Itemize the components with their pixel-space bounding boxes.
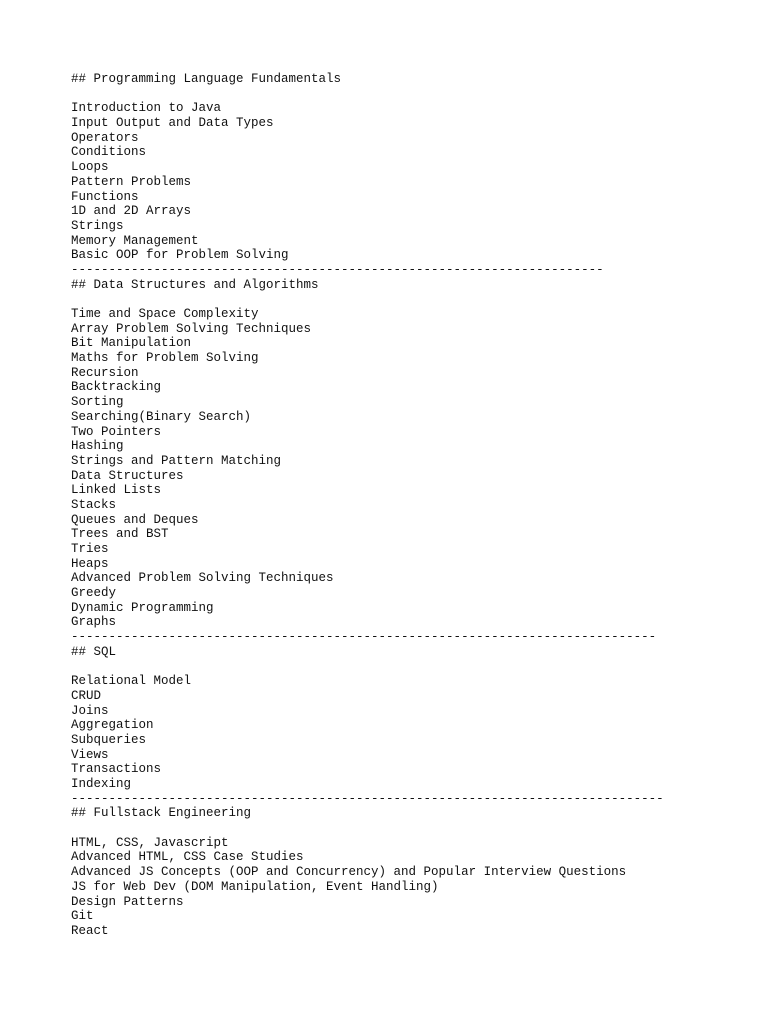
topic-item: Views xyxy=(71,747,109,762)
topic-item: Loops xyxy=(71,160,109,175)
topic-item: Memory Management xyxy=(71,233,199,248)
topic-item: Design Patterns xyxy=(71,894,184,909)
topic-item: Aggregation xyxy=(71,718,154,733)
topic-item: Array Problem Solving Techniques xyxy=(71,321,312,336)
topic-item: Recursion xyxy=(71,365,139,380)
topic-item: Time and Space Complexity xyxy=(71,307,259,321)
topic-item: Searching(Binary Search) xyxy=(71,409,252,424)
topic-item: Dynamic Programming xyxy=(71,600,214,615)
topic-item: Basic OOP for Problem Solving xyxy=(71,248,289,263)
topic-item: Graphs xyxy=(71,615,117,630)
blank-line xyxy=(71,87,751,102)
topic-item: Two Pointers xyxy=(71,424,162,439)
section-heading: ## Fullstack Engineering xyxy=(71,806,252,821)
section-heading: ## Data Structures and Algorithms xyxy=(71,277,319,292)
topic-item: Introduction to Java xyxy=(71,101,222,116)
topic-item: Linked Lists xyxy=(71,483,162,498)
topic-item: Git xyxy=(71,909,94,924)
topic-item: Transactions xyxy=(71,762,162,777)
section-heading: ## SQL xyxy=(71,644,117,659)
topic-item: Strings xyxy=(71,218,124,233)
topic-item: HTML, CSS, Javascript xyxy=(71,835,229,850)
topic-item: Strings and Pattern Matching xyxy=(71,453,282,468)
topic-item: Conditions xyxy=(71,145,147,160)
topic-item: Relational Model xyxy=(71,674,192,689)
topic-item: Indexing xyxy=(71,777,132,791)
topic-item: Sorting xyxy=(71,395,124,410)
section-separator: ------------------------------------------------------------------------------ xyxy=(71,630,657,645)
topic-item: Heaps xyxy=(71,556,109,571)
topic-item: Joins xyxy=(71,703,109,718)
topic-item: Trees and BST xyxy=(71,527,169,542)
topic-item: Bit Manipulation xyxy=(71,336,192,351)
topic-item: Operators xyxy=(71,130,139,145)
topic-item: Input Output and Data Types xyxy=(71,116,274,131)
blank-line xyxy=(71,660,751,675)
topic-item: React xyxy=(71,923,109,938)
topic-item: Tries xyxy=(71,542,109,556)
blank-line xyxy=(71,292,751,307)
topic-item: JS for Web Dev (DOM Manipulation, Event Handling) xyxy=(71,879,439,894)
blank-line xyxy=(71,821,751,836)
topic-item: Functions xyxy=(71,189,139,204)
topic-item: Advanced JS Concepts (OOP and Concurrency) and Popular Interview Questions xyxy=(71,865,627,880)
topic-item: Subqueries xyxy=(71,732,147,747)
topic-item: Advanced Problem Solving Techniques xyxy=(71,571,334,586)
topic-item: Advanced HTML, CSS Case Studies xyxy=(71,850,304,865)
document-body xyxy=(71,72,751,939)
topic-item: Stacks xyxy=(71,497,117,512)
topic-item: 1D and 2D Arrays xyxy=(71,204,192,219)
topic-item: Hashing xyxy=(71,439,124,454)
section-separator: ----------------------------------------------------------------------- xyxy=(71,262,604,277)
topic-item: Maths for Problem Solving xyxy=(71,351,259,366)
topic-item: Greedy xyxy=(71,586,117,601)
topic-item: CRUD xyxy=(71,688,102,703)
topic-item: Pattern Problems xyxy=(71,174,192,189)
topic-item: Data Structures xyxy=(71,468,184,483)
topic-item: Backtracking xyxy=(71,380,162,395)
section-heading: ## Programming Language Fundamentals xyxy=(71,72,342,86)
topic-item: Queues and Deques xyxy=(71,512,199,527)
section-separator: ------------------------------------------------------------------------------- xyxy=(71,791,664,806)
